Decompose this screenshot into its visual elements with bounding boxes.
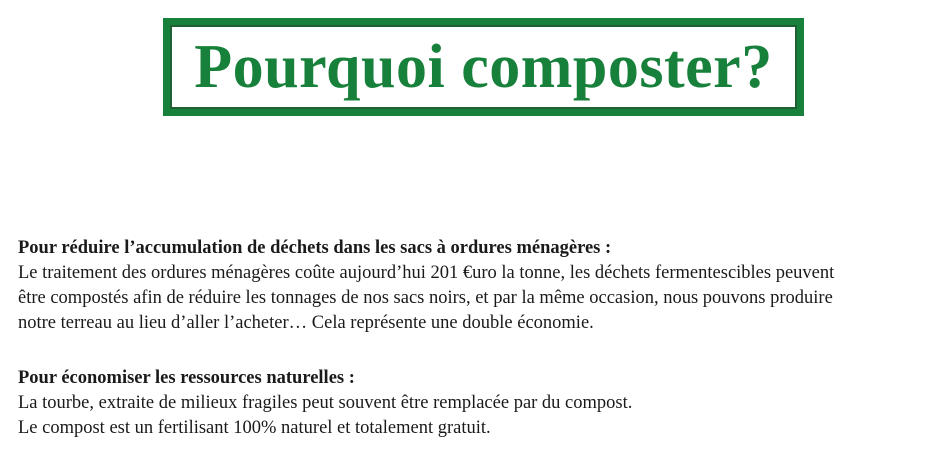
- paragraph-line: notre terreau au lieu d’aller l’acheter… Cela représente une double économie.: [18, 313, 594, 333]
- section-heading: Pour réduire l’accumulation de déchets dans les sacs à ordures ménagères :: [18, 238, 612, 258]
- paragraph-line: Le traitement des ordures ménagères coûte aujourd’hui 201 €uro la tonne, les déchets fermentescibles peuvent: [18, 263, 835, 283]
- section-reduce-waste: [18, 236, 913, 336]
- page-title: Pourquoi composter?: [194, 33, 773, 101]
- section-heading: Pour économiser les ressources naturelles :: [18, 368, 355, 388]
- paragraph-line: Le compost est un fertilisant 100% naturel et totalement gratuit.: [18, 418, 491, 438]
- title-box: [170, 25, 797, 109]
- title-banner: [163, 18, 804, 116]
- paragraph-line: La tourbe, extraite de milieux fragiles peut souvent être remplacée par du compost.: [18, 393, 633, 413]
- paragraph-line: être compostés afin de réduire les tonnages de nos sacs noirs, et par la même occasion, nous pouvons produire: [18, 288, 833, 308]
- section-save-resources: [18, 366, 913, 441]
